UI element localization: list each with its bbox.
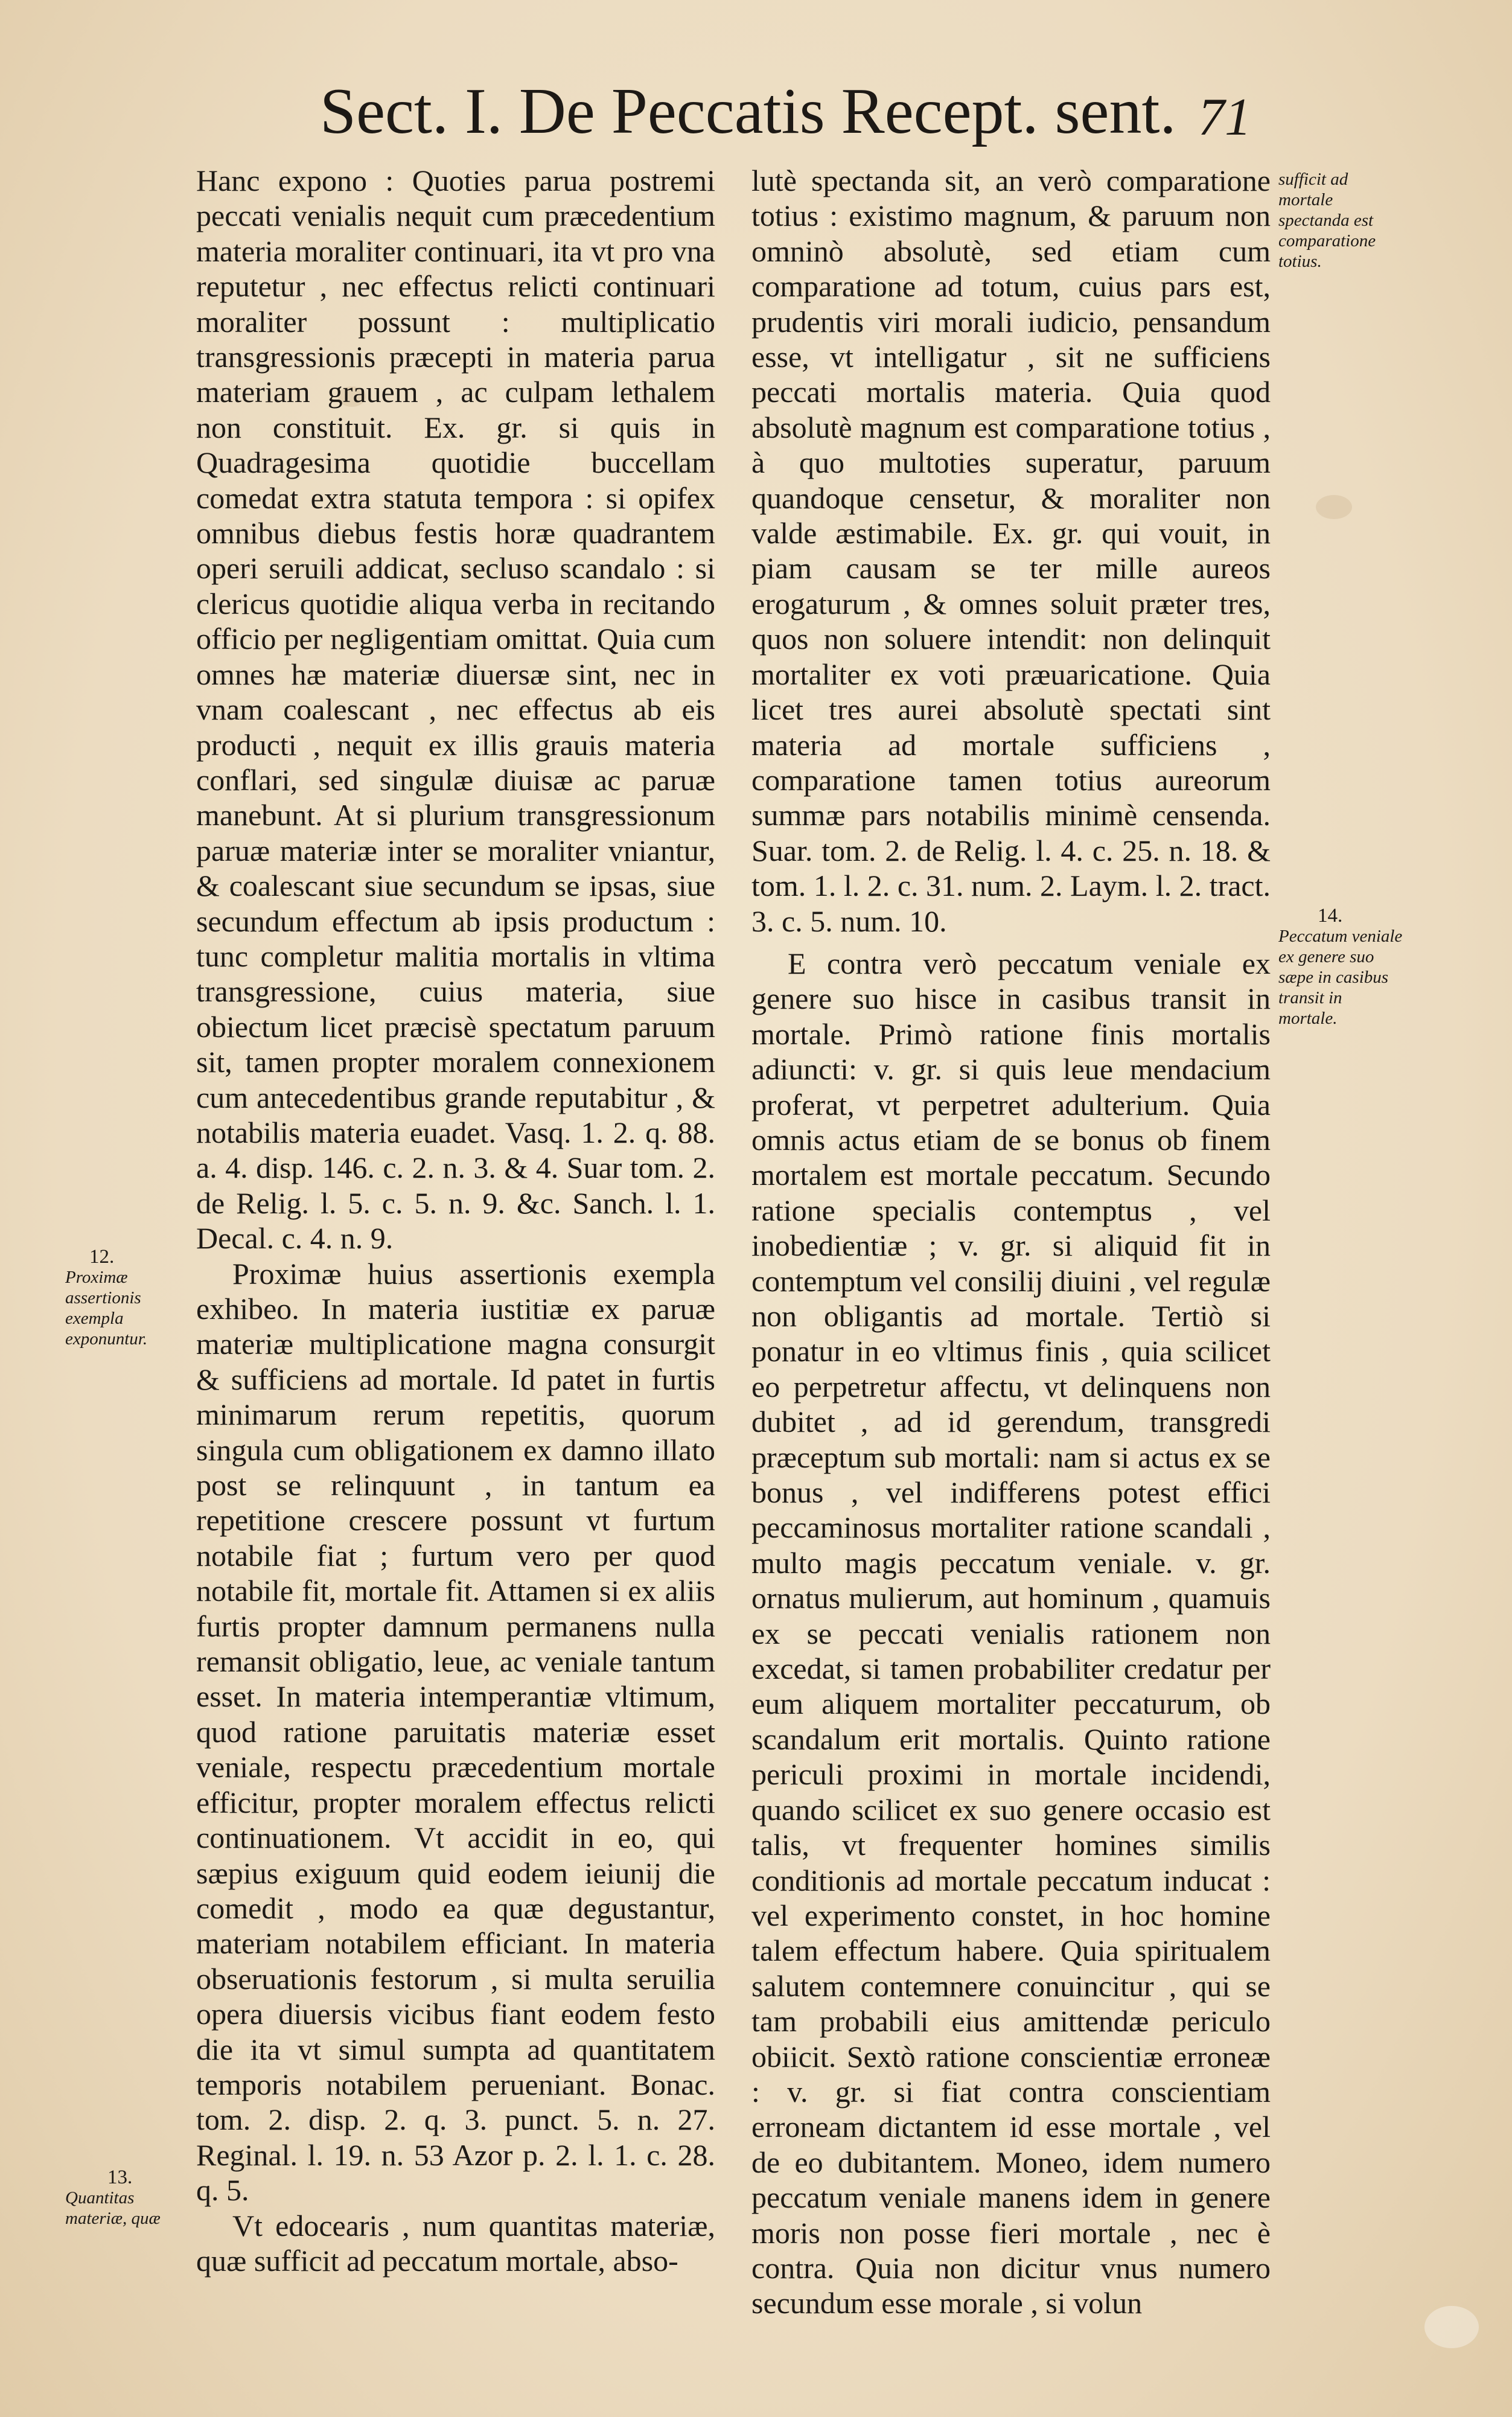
margin-note-number: 14. bbox=[1318, 905, 1343, 927]
paragraph: lutè spectanda sit, an verò comparatione totius : existimo magnum, & paruum non omninò absolutè, sed etiam cum comparatione ad totum, cuius pars est, prudentis viri morali iudicio, pensandum esse, vt intelligatur , sit ne sufficiens peccati mortalis materia. Quia quod absolutè magnum est comparatione totius , à quo multoties superatur, paruum quandoque censetur, & moraliter non valde æstimabile. Ex. gr. qui vouit, in piam causam se ter mille aureos erogaturum , & omnes soluit præter tres, quos non soluere intendit: non delinquit mortaliter ex voti præuaricatione. Quia licet tres aurei absolutè spectati sint materia ad mortale sufficiens , comparatione tamen totius aureorum summæ pars notabilis minimè censenda. Suar. tom. 2. de Relig. l. 4. c. 25. n. 18. & tom. 1. l. 2. c. 31. num. 2. Laym. l. 2. tract. 3. c. 5. num. 10. bbox=[751, 164, 1271, 938]
margin-note bbox=[1278, 169, 1405, 272]
margin-note bbox=[65, 1247, 186, 1349]
right-column bbox=[751, 163, 1271, 2321]
margin-note-number: 13. bbox=[107, 2166, 133, 2188]
margin-note-text: Peccatum veniale ex genere suo sæpe in casibus transit in mortale. bbox=[1278, 927, 1403, 1028]
margin-note-text: sufficit ad mortale spectanda est comparatione totius. bbox=[1278, 170, 1376, 271]
running-head: Sect. I. De Peccatis Recept. sent. bbox=[320, 75, 1176, 147]
page-number: 71 bbox=[1198, 88, 1251, 147]
paragraph: E contra verò peccatum veniale ex genere suo hisce in casibus transit in mortale. Primò ratione finis mortalis adiuncti: v. gr. si quis leue mendacium proferat, vt perpetret adulterium. Quia omnis actus etiam de se bonus ob finem mortalem est mortale peccatum. Secundo ratione specialis contemptus , vel inobedientiæ ; v. gr. si aliquid fit in contemptum vel consilij diuini , vel regulæ non obligantis ad mortale. Tertiò si ponatur in eo vltimus finis , quia scilicet eo perpetretur affectu, vt delinquens non dubitet , ad id gerendum, transgredi præceptum sub mortali: nam si actus ex se bonus , vel indifferens potest effici peccaminosus mortaliter ratione scandali , multo magis peccatum veniale. v. gr. ornatus mulierum, aut hominum , quamuis ex se peccati venialis rationem non excedat, si tamen probabiliter credatur per eum aliquem mortaliter peccaturum, ob scandalum erit mortalis. Quinto ratione periculi proximi in mortale incidendi, quando scilicet ex suo genere occasio est talis, vt frequenter homines similis conditionis ad mortale peccatum inducat : vel experimento constet, in hoc homine talem effectum habere. Quia spiritualem salutem contemnere conuincitur , qui se tam probabili eius amittendæ periculo obiicit. Sextò ratione conscientiæ erroneæ : v. gr. si fiat contra conscientiam erroneam dictantem id esse mortale , vel de eo dubitantem. Moneo, idem numero peccatum veniale manens idem in genere moris non posse fieri mortale , nec è contra. Quia non dicitur vnus numero secundum esse morale , si volun bbox=[751, 946, 1271, 2320]
margin-note-text: Quantitas materiæ, quæ bbox=[65, 2188, 161, 2228]
paragraph: Proximæ huius assertionis exempla exhibeo. In materia iustitiæ ex paruæ materiæ multiplicatione magna consurgit & sufficiens ad mortale. Id patet in furtis minimarum rerum repetitis, quorum singula cum obligationem ex damno illato post se relinquunt , in tantum ea repetitione crescere possunt vt furtum notabile fiat ; furtum vero per quod notabile fit, mortale fit. Attamen si ex aliis furtis propter damnum permanens nulla remansit obligatio, leue, ac veniale tantum esset. In materia intemperantiæ vltimum, quod ratione paruitatis materiæ esset veniale, respectu præcedentium mortale efficitur, propter moralem effectus relicti continuationem. Vt accidit in eo, qui sæpius exiguum quid eodem ieiunij die comedit , modo ea quæ degustantur, materiam notabilem efficiant. In materia obseruationis festorum , si multa seruilia opera diuersis vicibus fiant eodem festo die ita vt simul sumpta ad quantitatem temporis notabilem perueniant. Bonac. tom. 2. disp. 2. q. 3. punct. 5. n. 27. Reginal. l. 19. n. 53 Azor p. 2. l. 1. c. 28. q. 5. bbox=[196, 1256, 715, 2208]
left-column bbox=[196, 163, 715, 2278]
margin-note-number: 12. bbox=[89, 1246, 115, 1268]
paragraph: Vt edocearis , num quantitas materiæ, quæ sufficit ad peccatum mortale, abso- bbox=[196, 2208, 715, 2278]
paragraph: Hanc expono : Quoties parua postremi peccati venialis nequit cum præcedentium materia moraliter continuari, ita vt pro vna reputetur , nec effectus relicti continuari moraliter possunt : multiplicatio transgressionis præcepti in materia parua materiam grauem , ac culpam lethalem non constituit. Ex. gr. si quis in Quadragesima quotidie buccellam comedat extra statuta tempora : si opifex omnibus diebus festis horæ quadrantem operi seruili addicat, secluso scandalo : si clericus quotidie aliqua verba in recitando officio per negligentiam omittat. Quia cum omnes hæ materiæ diuersæ sint, nec in vnam coalescant , nec effectus ab eis producti , nequit ex illis grauis materia conflari, sed singulæ diuisæ ac paruæ manebunt. At si plurium transgressionum paruæ materiæ inter se moraliter vniantur, & coalescant siue secundum se ipsas, siue secundum effectum ab ipsis productum : tunc completur malitia mortalis in vltima transgressione, cuius materia, siue obiectum licet præcisè spectatum paruum sit, tamen propter moralem connexionem cum antecedentibus grande reputabitur , & notabilis materia euadet. Vasq. 1. 2. q. 88. a. 4. disp. 146. c. 2. n. 3. & 4. Suar tom. 2. de Relig. l. 5. c. 5. n. 9. &c. Sanch. l. 1. Decal. c. 4. n. 9. bbox=[196, 164, 715, 1256]
margin-note bbox=[65, 2167, 186, 2229]
paper-stain bbox=[1316, 495, 1352, 519]
margin-note bbox=[1278, 905, 1405, 1029]
margin-note-text: Proximæ assertionis exempla exponuntur. bbox=[65, 1268, 148, 1349]
paper-wear bbox=[1424, 2306, 1479, 2348]
